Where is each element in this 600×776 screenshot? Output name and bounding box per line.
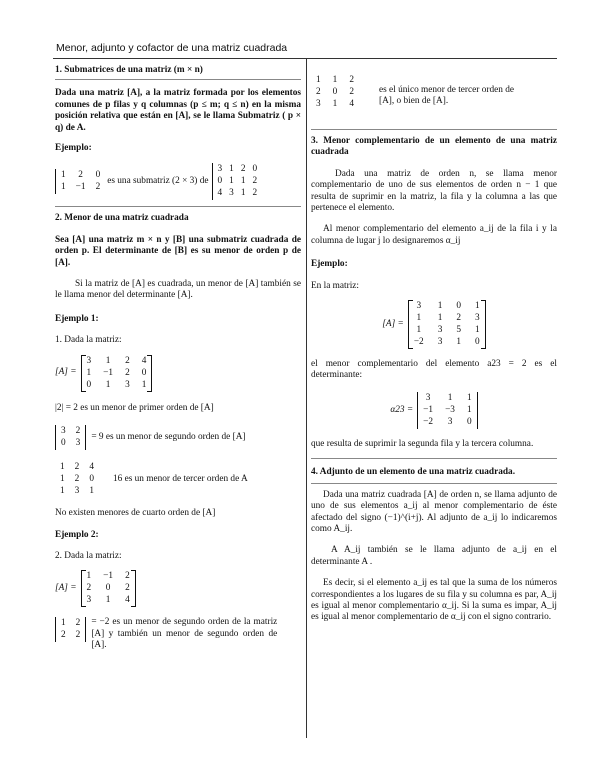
matrix-cell: 2 xyxy=(125,367,130,378)
minor-2x2-ex2-text: = −2 es un menor de segundo orden de la matriz [A] y también un menor de segundo orden de [A]. xyxy=(91,617,278,651)
matrix-cell: 1 xyxy=(466,404,472,415)
matrix-cell: 2 xyxy=(252,176,258,187)
matrix-cell: 1 xyxy=(86,571,92,582)
matrix-cell: −1 xyxy=(103,367,114,378)
example-1-label: Ejemplo 1: xyxy=(55,313,99,324)
matrix-label: [A] = xyxy=(55,583,77,594)
example-submatrix-row xyxy=(55,163,301,200)
matrix-cell: 0 xyxy=(89,474,94,485)
divider xyxy=(55,79,301,80)
matrix-cell: 1 xyxy=(229,176,234,187)
example-1-intro: 1. Dada la matriz: xyxy=(55,335,122,346)
matrix-cell: 3 xyxy=(425,392,431,403)
section-2-body: Sea [A] una matriz m × n y [B] una submatriz cuadrada de orden p. El determinante de [B] es su menor de orden p de [A]. xyxy=(55,234,301,268)
matrix-cell: 3 xyxy=(74,486,80,497)
matrix-cell: 1 xyxy=(240,188,246,199)
matrix-cell: 1 xyxy=(456,337,462,348)
first-order-minor: |2| = 2 es un menor de primer orden de [A] xyxy=(55,402,214,413)
matrix-cell: 3 xyxy=(437,325,443,336)
right-column xyxy=(311,62,557,624)
matrix-cell: −2 xyxy=(413,337,424,348)
matrix-cell: 2 xyxy=(240,164,246,175)
matrix-cell: 2 xyxy=(75,630,81,641)
matrix-cell: 3 xyxy=(86,595,92,606)
matrix-cell: 3 xyxy=(229,188,234,199)
matrix-cell: 1 xyxy=(105,595,111,606)
page-title: Menor, adjunto y cofactor de una matriz cuadrada xyxy=(56,42,288,54)
matrix-label: [A] = xyxy=(382,318,404,329)
example-label: Ejemplo: xyxy=(55,143,92,154)
alpha-row xyxy=(311,392,557,429)
matrix-cell: −3 xyxy=(445,404,455,415)
matrix-cell: 3 xyxy=(86,355,92,366)
matrix-cell: 1 xyxy=(105,355,111,366)
divider xyxy=(311,129,557,130)
matrix-cell: 3 xyxy=(75,438,81,449)
matrix-cell: 1 xyxy=(416,325,422,336)
submatrix-text: es una submatriz (2 × 3) de xyxy=(107,176,209,187)
matrix-cell: 2 xyxy=(95,182,101,193)
matrix-cell: 2 xyxy=(78,170,83,181)
alpha-label: α23 = xyxy=(390,404,414,415)
matrix-cell: 1 xyxy=(61,618,66,629)
example-2-label: Ejemplo 2: xyxy=(55,529,99,540)
matrix-cell: 3 xyxy=(475,313,480,324)
matrix-cell: 3 xyxy=(437,337,443,348)
matrix-cell: 0 xyxy=(466,416,472,427)
matrix-cell: 1 xyxy=(466,392,472,403)
left-column xyxy=(55,62,301,652)
matrix-cell: 3 xyxy=(217,164,223,175)
matrix-cell: 2 xyxy=(75,618,81,629)
matrix-cell: 2 xyxy=(86,583,92,594)
third-order-minor-row xyxy=(55,461,301,498)
matrix-cell: 1 xyxy=(89,486,94,497)
matrix-cell: 0 xyxy=(252,164,258,175)
matrix-cell: 2 xyxy=(61,630,66,641)
matrix-cell: 0 xyxy=(141,367,147,378)
matrix-cell: 3 xyxy=(447,416,453,427)
matrix-cell: 3 xyxy=(125,379,130,390)
minor-3x3 xyxy=(55,461,99,498)
section-3-body-2: Al menor complementario del elemento a_ij de la fila i y la columna de lugar j lo designaremos α_ij xyxy=(311,224,557,246)
example-label-right: Ejemplo: xyxy=(311,259,348,270)
matrix-cell: 4 xyxy=(125,595,130,606)
full-matrix xyxy=(212,163,263,200)
matrix-cell: 1 xyxy=(240,176,246,187)
matrix-cell: 1 xyxy=(86,367,92,378)
matrix-cell: 1 xyxy=(437,301,443,312)
matrix-cell: 0 xyxy=(217,176,223,187)
matrix-cell: 0 xyxy=(105,583,111,594)
complementary-minor-text-2: que resulta de suprimir la segunda fila y la tercera columna. xyxy=(311,438,534,449)
matrix-cell: 1 xyxy=(60,474,65,485)
no-fourth-order-text: No existen menores de cuarto orden de [A] xyxy=(55,508,216,519)
matrix-cell: 2 xyxy=(349,75,354,85)
matrix-cell: 0 xyxy=(456,301,462,312)
complementary-minor-text: el menor complementario del elemento a23 = 2 es el determinante: xyxy=(311,359,557,381)
matrix-cell: 2 xyxy=(125,583,130,594)
matrix-cell: 1 xyxy=(416,313,422,324)
matrix-a xyxy=(81,355,153,392)
matrix-label: [A] = xyxy=(55,367,77,378)
alpha-matrix xyxy=(417,392,477,429)
matrix-cell: 3 xyxy=(61,426,66,437)
minor-2x2 xyxy=(55,425,86,450)
section-4-body-2: A A_ij también se le llama adjunto de a_ij en el determinante A . xyxy=(311,545,557,567)
matrix-cell: 2 xyxy=(349,87,354,97)
example-intro-right: En la matriz: xyxy=(311,280,360,291)
matrix-cell: 2 xyxy=(75,426,81,437)
matrix-cell: 1 xyxy=(61,170,66,181)
divider xyxy=(311,458,557,459)
matrix-cell: 0 xyxy=(95,170,101,181)
section-3-body: Dada una matriz de orden n, se llama menor complementario de uno de sus elementos de orden n − 1 que resulta de suprimir en la matriz, la fila y la columna a las que pertenece el elemento. xyxy=(311,168,557,214)
matrix-cell: 1 xyxy=(316,75,321,85)
matrix-cell: 4 xyxy=(89,462,94,473)
matrix-cell: −1 xyxy=(103,571,114,582)
matrix-cell: 4 xyxy=(349,99,354,109)
top-minor-text: es el único menor de tercer orden de [A], o bien de [A]. xyxy=(378,85,514,107)
matrix-cell: 1 xyxy=(60,462,65,473)
example-2-minor-row xyxy=(55,617,301,651)
second-order-minor-row xyxy=(55,425,301,450)
section-4-body-3: Es decir, si el elemento a_ij es tal que la suma de los números correspondientes a los lugares de su fila y su columna es par, A_ij es igual al menor complementario α_ij. Si la suma es impar, A_ij es igual al menor complementario de α_ij con el signo contrario. xyxy=(311,578,557,623)
matrix-cell: 1 xyxy=(60,486,65,497)
section-3-title: 3. Menor complementario de un elemento de una matriz cuadrada xyxy=(311,136,557,158)
matrix-cell: 0 xyxy=(332,87,338,97)
matrix-a-right xyxy=(408,300,486,349)
minor-2x2-ex2 xyxy=(55,617,86,642)
top-minor-matrix xyxy=(311,74,359,111)
matrix-cell: 3 xyxy=(416,301,422,312)
matrix-cell: 1 xyxy=(105,379,111,390)
submatrix xyxy=(55,169,105,194)
matrix-cell: −1 xyxy=(423,404,434,415)
minor-3x3-text: 16 es un menor de tercer orden de A xyxy=(112,473,248,484)
section-1-body: Dada una matriz [A], a la matriz formada por los elementos comunes de p filas y q columnas (p ≤ m; q ≤ n) en la misma posición relativa que están en [A], se le llama Submatriz ( p × q) de A. xyxy=(55,88,301,133)
matrix-cell: 0 xyxy=(475,337,480,348)
matrix-cell: 1 xyxy=(229,164,234,175)
section-2-body-2: Si la matriz de [A] es cuadrada, un menor de [A] también se le llama menor del determinante [A]. xyxy=(55,279,301,301)
divider xyxy=(55,206,301,207)
matrix-cell: 2 xyxy=(74,474,80,485)
matrix-cell: 0 xyxy=(61,438,66,449)
matrix-a-2 xyxy=(81,570,136,607)
section-2-title: 2. Menor de una matriz cuadrada xyxy=(55,213,189,224)
matrix-cell: 2 xyxy=(74,462,80,473)
column-divider xyxy=(306,58,307,738)
header-rule xyxy=(53,58,557,59)
matrix-cell: 1 xyxy=(475,301,480,312)
section-1-title: 1. Submatrices de una matriz (m × n) xyxy=(55,65,203,75)
matrix-cell: 1 xyxy=(447,392,453,403)
section-4-title: 4. Adjunto de un elemento de una matriz cuadrada. xyxy=(311,467,516,478)
example-matrix-row-right xyxy=(311,300,557,349)
matrix-cell: 2 xyxy=(125,355,130,366)
matrix-cell: 3 xyxy=(316,99,321,109)
matrix-cell: 1 xyxy=(332,75,338,85)
matrix-cell: 5 xyxy=(456,325,462,336)
example-2-intro: 2. Dada la matriz: xyxy=(55,550,122,561)
example-2-matrix-row xyxy=(55,570,301,607)
matrix-cell: 2 xyxy=(125,571,130,582)
matrix-cell: 1 xyxy=(437,313,443,324)
divider xyxy=(311,483,557,484)
matrix-cell: 2 xyxy=(252,188,258,199)
matrix-cell: 2 xyxy=(456,313,462,324)
matrix-cell: 4 xyxy=(217,188,223,199)
matrix-cell: 1 xyxy=(61,182,66,193)
matrix-cell: −1 xyxy=(75,182,86,193)
matrix-cell: −2 xyxy=(423,416,434,427)
matrix-cell: 0 xyxy=(86,379,92,390)
top-minor-row xyxy=(311,74,557,111)
matrix-cell: 1 xyxy=(332,99,338,109)
example-1-matrix-row xyxy=(55,355,301,392)
matrix-cell: 4 xyxy=(141,355,147,366)
section-4-body: Dada una matriz cuadrada [A] de orden n, se llama adjunto de uno de sus elementos a_ij al menor complementario de éste afectado del signo (−1)^(i+j). Al adjunto de a_ij lo indicaremos como A_ij. xyxy=(311,489,557,534)
matrix-cell: 1 xyxy=(141,379,147,390)
matrix-cell: 2 xyxy=(316,87,321,97)
matrix-cell: 1 xyxy=(475,325,480,336)
minor-2x2-text: = 9 es un menor de segundo orden de [A] xyxy=(91,431,246,442)
